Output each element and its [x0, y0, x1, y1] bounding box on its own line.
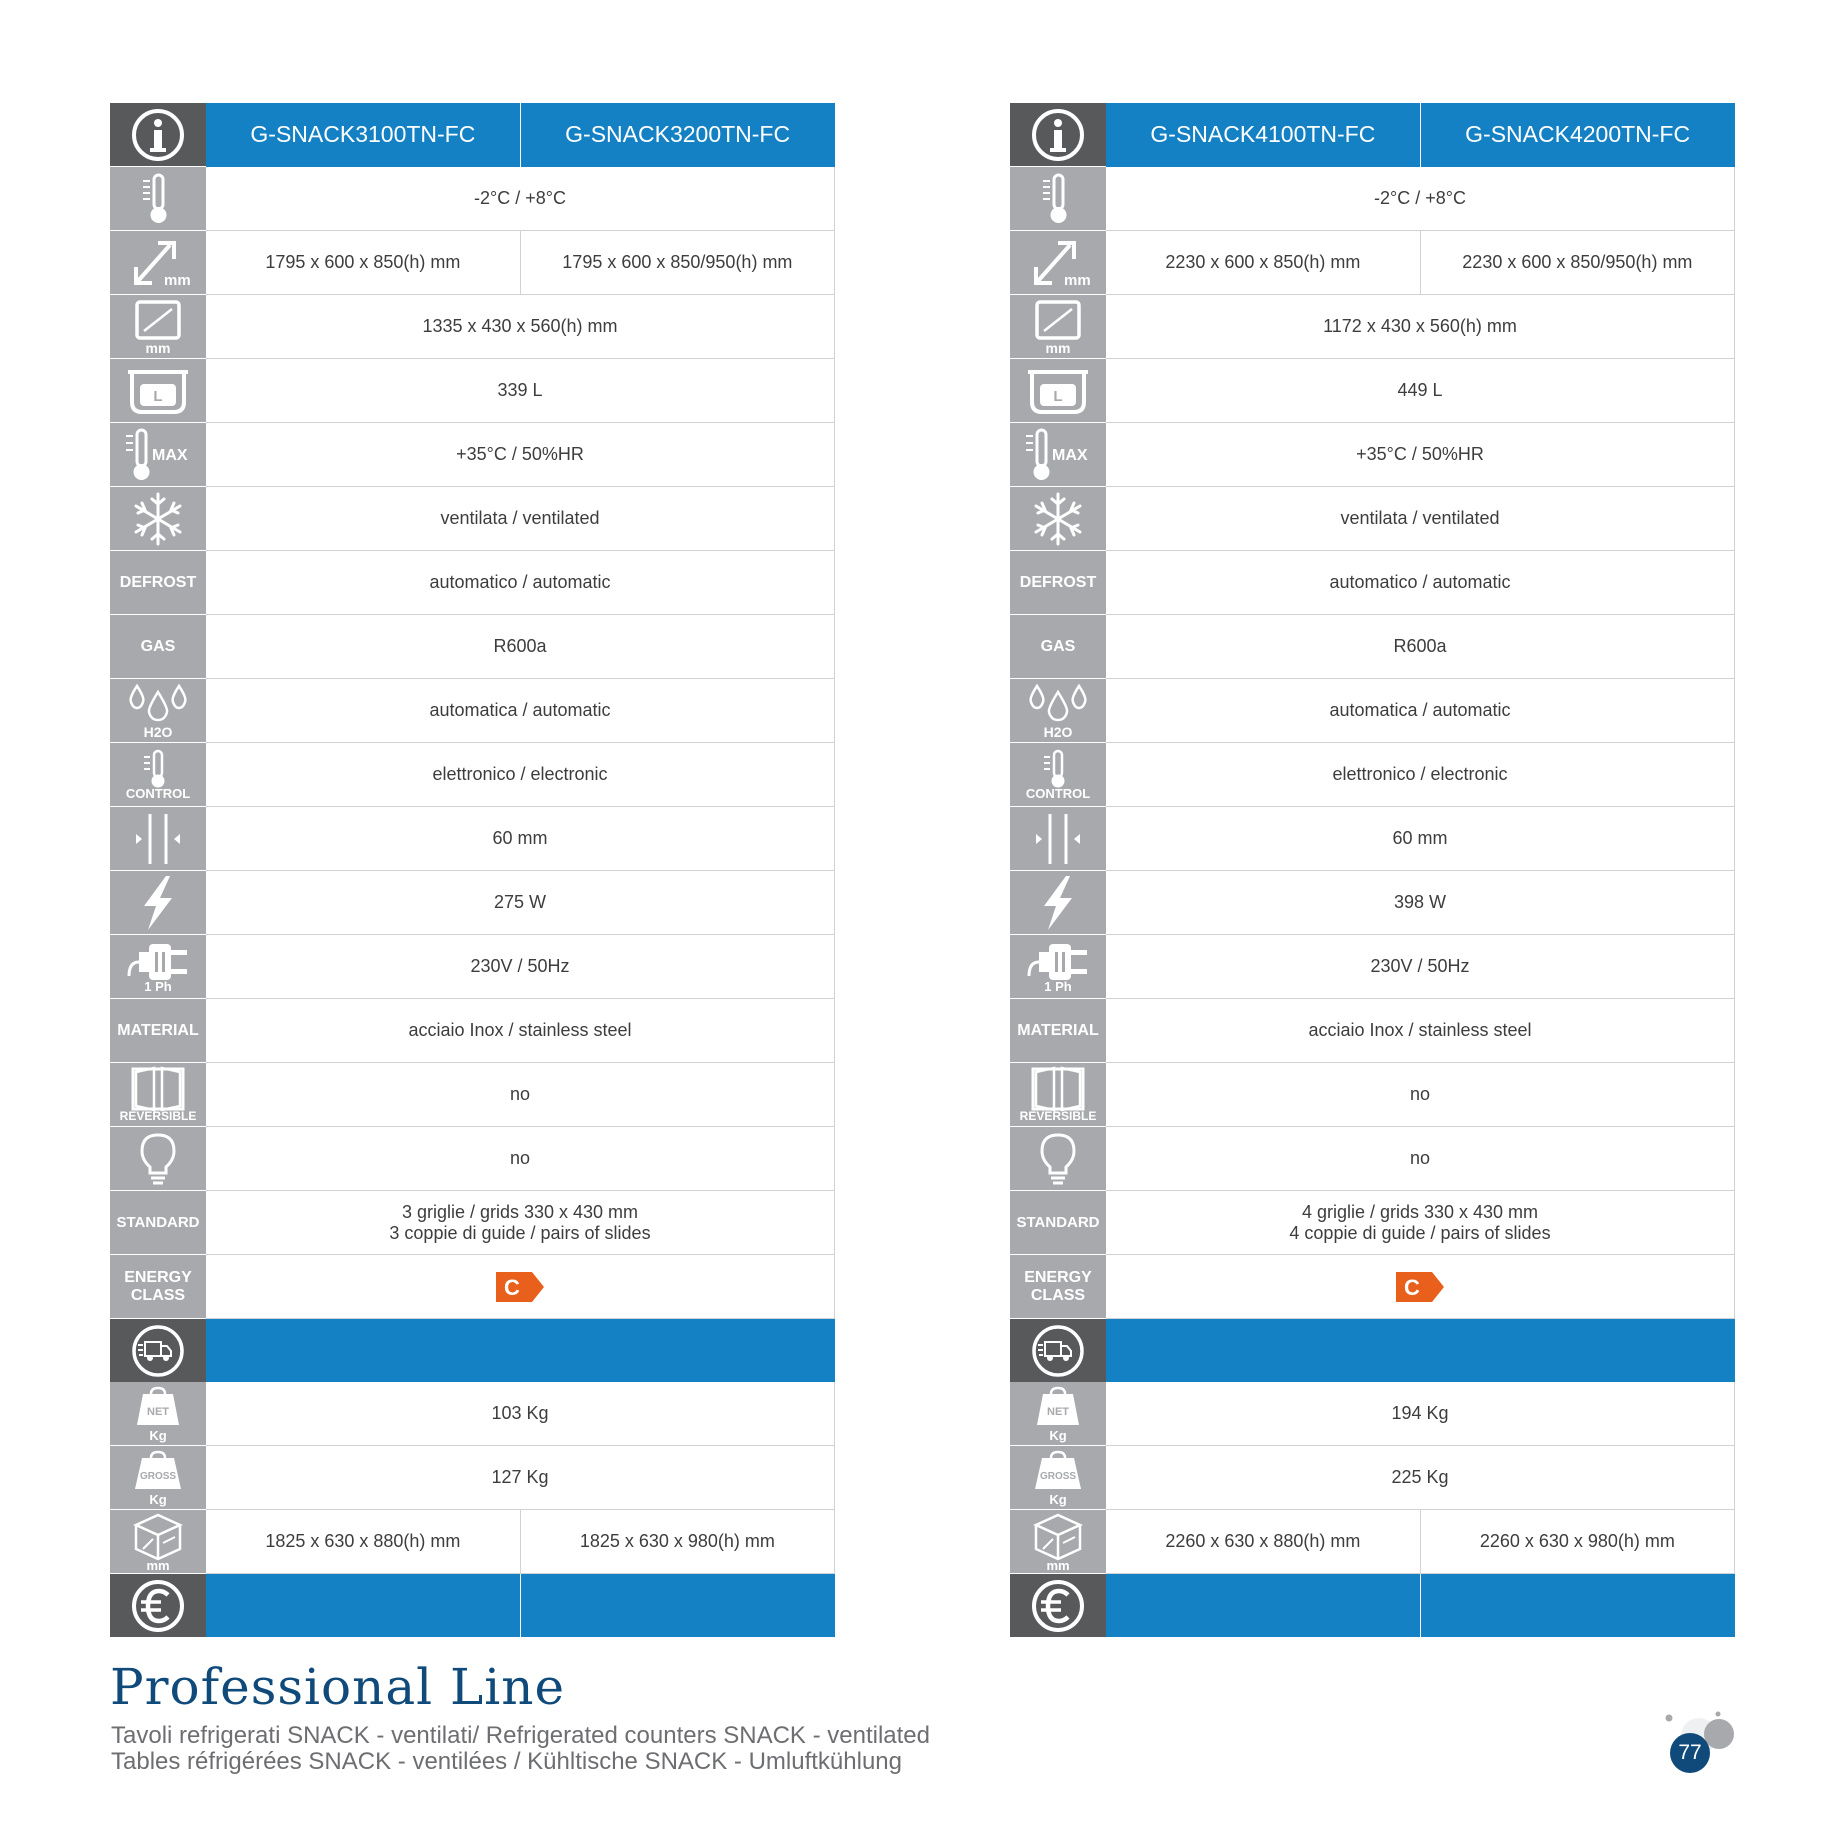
internal-dimensions-icon: [1028, 298, 1088, 356]
climate-class-icon: [1023, 426, 1093, 484]
volume-icon: [1026, 364, 1090, 418]
standard-line: 4 coppie di guide / pairs of slides: [1289, 1222, 1551, 1243]
material-label: MATERIAL: [1017, 1021, 1099, 1039]
plug-icon: [1025, 940, 1091, 982]
light-value: no: [206, 1127, 835, 1191]
standard-label: STANDARD: [1016, 1213, 1100, 1231]
package-box-icon: [131, 1513, 185, 1571]
control-row: [110, 743, 835, 807]
reversible-value: no: [1106, 1063, 1735, 1127]
door-icon: [1030, 1066, 1086, 1112]
voltage-value: 230V / 50Hz: [206, 935, 835, 999]
price-cell: [1420, 1574, 1734, 1638]
delivery-truck-icon: [130, 1323, 186, 1379]
model-name: G-SNACK3200TN-FC: [520, 103, 834, 167]
net-weight-row: [1010, 1382, 1735, 1446]
svg-text:C: C: [504, 1274, 520, 1300]
cooling-row: [110, 487, 835, 551]
material-row: [110, 999, 835, 1063]
net-weight-value: 194 Kg: [1106, 1382, 1735, 1446]
temperature-row: [110, 167, 835, 231]
info-icon: [130, 107, 186, 163]
price-cell: [520, 1574, 834, 1638]
svg-text:mm: mm: [164, 271, 191, 289]
reversible-row: [1010, 1063, 1735, 1127]
temperature-row: [1010, 167, 1735, 231]
external-dimensions-value: 2230 x 600 x 850(h) mm: [1106, 231, 1420, 295]
water-drops-icon: [125, 682, 191, 740]
svg-text:mm: mm: [1045, 339, 1071, 356]
price-row: [110, 1574, 835, 1638]
standard-row: [1010, 1191, 1735, 1255]
svg-text:mm: mm: [146, 1557, 170, 1573]
internal-dimensions-value: 1335 x 430 x 560(h) mm: [206, 295, 835, 359]
package-box-icon: [1031, 1513, 1085, 1571]
svg-text:H2O: H2O: [1043, 723, 1073, 740]
standard-line: 3 coppie di guide / pairs of slides: [389, 1222, 651, 1243]
reversible-label: REVERSIBLE: [119, 1109, 197, 1123]
gas-value: R600a: [206, 615, 835, 679]
material-value: acciaio Inox / stainless steel: [1106, 999, 1735, 1063]
material-label: MATERIAL: [117, 1021, 199, 1039]
control-row: [1010, 743, 1735, 807]
net-weight-value: 103 Kg: [206, 1382, 835, 1446]
volume-value: 339 L: [206, 359, 835, 423]
light-value: no: [1106, 1127, 1735, 1191]
voltage-row: [1010, 935, 1735, 999]
insulation-row: [1010, 807, 1735, 871]
defrost-label: DEFROST: [1019, 573, 1097, 591]
energy-label: ENERGY: [1024, 1268, 1092, 1286]
reversible-row: [110, 1063, 835, 1127]
internal-dimensions-value: 1172 x 430 x 560(h) mm: [1106, 295, 1735, 359]
packing-dimensions-value: 1825 x 630 x 980(h) mm: [520, 1510, 834, 1574]
standard-line: 3 griglie / grids 330 x 430 mm: [401, 1201, 639, 1222]
external-dimensions-value: 2230 x 600 x 850/950(h) mm: [1420, 231, 1734, 295]
energy-class-badge: [496, 1272, 544, 1302]
temperature-value: -2°C / +8°C: [206, 167, 835, 231]
class-label: CLASS: [1030, 1286, 1086, 1304]
external-dimensions-row: [110, 231, 835, 295]
light-row: [110, 1127, 835, 1191]
volume-row: [1010, 359, 1735, 423]
one-phase-label: 1 Ph: [144, 979, 172, 994]
class-label: CLASS: [130, 1286, 186, 1304]
packing-dimensions-row: [1010, 1510, 1735, 1574]
internal-dimensions-row: [110, 295, 835, 359]
net-weight-icon: [1033, 1385, 1083, 1443]
svg-text:mm: mm: [145, 339, 171, 356]
delivery-truck-icon: [1030, 1323, 1086, 1379]
standard-value: [1106, 1191, 1735, 1255]
material-value: acciaio Inox / stainless steel: [206, 999, 835, 1063]
svg-text:H2O: H2O: [143, 723, 173, 740]
gross-weight-icon: [1031, 1449, 1085, 1507]
defrost-value: automatico / automatic: [1106, 551, 1735, 615]
snowflake-icon: [129, 490, 187, 548]
insulation-icon: [128, 812, 188, 866]
header-row: [1010, 103, 1735, 167]
reversible-value: no: [206, 1063, 835, 1127]
external-dimensions-icon: [1028, 235, 1091, 291]
page-number: 77: [1670, 1733, 1710, 1773]
climate-class-row: [110, 423, 835, 487]
energy-class-row: [1010, 1255, 1735, 1319]
climate-class-value: +35°C / 50%HR: [1106, 423, 1735, 487]
svg-text:L: L: [153, 387, 163, 405]
control-value: elettronico / electronic: [206, 743, 835, 807]
price-row: [1010, 1574, 1735, 1638]
euro-icon: [1030, 1578, 1086, 1634]
climate-class-value: +35°C / 50%HR: [206, 423, 835, 487]
packing-dimensions-value: 1825 x 630 x 880(h) mm: [206, 1510, 520, 1574]
cooling-row: [1010, 487, 1735, 551]
insulation-icon: [1028, 812, 1088, 866]
evaporation-value: automatica / automatic: [206, 679, 835, 743]
net-weight-row: [110, 1382, 835, 1446]
gross-weight-icon: [131, 1449, 185, 1507]
svg-text:Kg: Kg: [1049, 1427, 1067, 1443]
model-name: G-SNACK4100TN-FC: [1106, 103, 1420, 167]
gas-row: [110, 615, 835, 679]
temperature-value: -2°C / +8°C: [1106, 167, 1735, 231]
gas-value: R600a: [1106, 615, 1735, 679]
power-value: 275 W: [206, 871, 835, 935]
model-name: G-SNACK4200TN-FC: [1420, 103, 1734, 167]
light-bulb-icon: [136, 1131, 180, 1187]
thermometer-icon: [1038, 171, 1078, 227]
net-weight-icon: [133, 1385, 183, 1443]
info-icon-cell: [110, 103, 206, 167]
svg-text:NET: NET: [147, 1405, 169, 1418]
energy-class-value: [206, 1255, 835, 1319]
reversible-label: REVERSIBLE: [1019, 1109, 1097, 1123]
standard-label: STANDARD: [116, 1213, 200, 1231]
thermometer-icon: [138, 171, 178, 227]
svg-text:L: L: [1053, 387, 1063, 405]
svg-text:Kg: Kg: [149, 1427, 167, 1443]
info-icon: [1030, 107, 1086, 163]
light-row: [1010, 1127, 1735, 1191]
standard-row: [110, 1191, 835, 1255]
voltage-value: 230V / 50Hz: [1106, 935, 1735, 999]
subtitle-line: Tables réfrigérées SNACK - ventilées / Kühltische SNACK - Umluftkühlung: [111, 1748, 902, 1775]
power-value: 398 W: [1106, 871, 1735, 935]
gross-weight-row: [110, 1446, 835, 1510]
evaporation-row: [1010, 679, 1735, 743]
model-name: G-SNACK3100TN-FC: [206, 103, 520, 167]
gas-row: [1010, 615, 1735, 679]
header-row: [110, 103, 835, 167]
gross-weight-row: [1010, 1446, 1735, 1510]
svg-text:MAX: MAX: [1052, 446, 1088, 464]
energy-class-row: [110, 1255, 835, 1319]
defrost-value: automatico / automatic: [206, 551, 835, 615]
external-dimensions-row: [1010, 231, 1735, 295]
euro-icon: [130, 1578, 186, 1634]
one-phase-label: 1 Ph: [1044, 979, 1072, 994]
gross-weight-value: 127 Kg: [206, 1446, 835, 1510]
svg-text:Kg: Kg: [149, 1491, 167, 1507]
defrost-label: DEFROST: [119, 573, 197, 591]
svg-text:mm: mm: [1064, 271, 1091, 289]
plug-icon: [125, 940, 191, 982]
external-dimensions-icon: [128, 235, 191, 291]
volume-icon: [126, 364, 190, 418]
spec-table-left: [110, 103, 835, 1637]
control-label: CONTROL: [125, 786, 191, 801]
price-cell: [206, 1574, 520, 1638]
defrost-row: [1010, 551, 1735, 615]
svg-text:MAX: MAX: [152, 446, 188, 464]
gross-weight-value: 225 Kg: [1106, 1446, 1735, 1510]
energy-label: ENERGY: [124, 1268, 192, 1286]
shipping-header-row: [110, 1319, 835, 1383]
gas-label: GAS: [1040, 637, 1076, 655]
shipping-header: [1106, 1319, 1735, 1383]
standard-line: 4 griglie / grids 330 x 430 mm: [1301, 1201, 1539, 1222]
shipping-header-row: [1010, 1319, 1735, 1383]
evaporation-value: automatica / automatic: [1106, 679, 1735, 743]
insulation-value: 60 mm: [206, 807, 835, 871]
page-title: Professional Line: [110, 1658, 566, 1716]
cooling-value: ventilata / ventilated: [1106, 487, 1735, 551]
cooling-value: ventilata / ventilated: [206, 487, 835, 551]
svg-text:GROSS: GROSS: [139, 1470, 177, 1482]
energy-class-badge: [1396, 1272, 1444, 1302]
material-row: [1010, 999, 1735, 1063]
power-row: [110, 871, 835, 935]
internal-dimensions-icon: [128, 298, 188, 356]
light-bulb-icon: [1036, 1131, 1080, 1187]
power-row: [1010, 871, 1735, 935]
svg-text:GROSS: GROSS: [1039, 1470, 1077, 1482]
energy-class-value: [1106, 1255, 1735, 1319]
snowflake-icon: [1029, 490, 1087, 548]
climate-class-icon: [123, 426, 193, 484]
subtitle-line: Tavoli refrigerati SNACK - ventilati/ Refrigerated counters SNACK - ventilated: [111, 1722, 930, 1749]
volume-value: 449 L: [1106, 359, 1735, 423]
voltage-row: [110, 935, 835, 999]
door-icon: [130, 1066, 186, 1112]
packing-dimensions-value: 2260 x 630 x 980(h) mm: [1420, 1510, 1734, 1574]
external-dimensions-value: 1795 x 600 x 850/950(h) mm: [520, 231, 834, 295]
control-label: CONTROL: [1025, 786, 1091, 801]
insulation-row: [110, 807, 835, 871]
gas-label: GAS: [140, 637, 176, 655]
packing-dimensions-row: [110, 1510, 835, 1574]
lightning-icon: [136, 874, 180, 932]
volume-row: [110, 359, 835, 423]
control-icon: [138, 749, 178, 789]
internal-dimensions-row: [1010, 295, 1735, 359]
svg-text:Kg: Kg: [1049, 1491, 1067, 1507]
external-dimensions-value: 1795 x 600 x 850(h) mm: [206, 231, 520, 295]
shipping-header: [206, 1319, 835, 1383]
standard-value: [206, 1191, 835, 1255]
climate-class-row: [1010, 423, 1735, 487]
svg-text:C: C: [1404, 1274, 1420, 1300]
water-drops-icon: [1025, 682, 1091, 740]
lightning-icon: [1036, 874, 1080, 932]
evaporation-row: [110, 679, 835, 743]
spec-table-right: [1010, 103, 1735, 1637]
svg-text:mm: mm: [1046, 1557, 1070, 1573]
price-cell: [1106, 1574, 1420, 1638]
svg-text:NET: NET: [1047, 1405, 1069, 1418]
defrost-row: [110, 551, 835, 615]
packing-dimensions-value: 2260 x 630 x 880(h) mm: [1106, 1510, 1420, 1574]
control-icon: [1038, 749, 1078, 789]
insulation-value: 60 mm: [1106, 807, 1735, 871]
control-value: elettronico / electronic: [1106, 743, 1735, 807]
